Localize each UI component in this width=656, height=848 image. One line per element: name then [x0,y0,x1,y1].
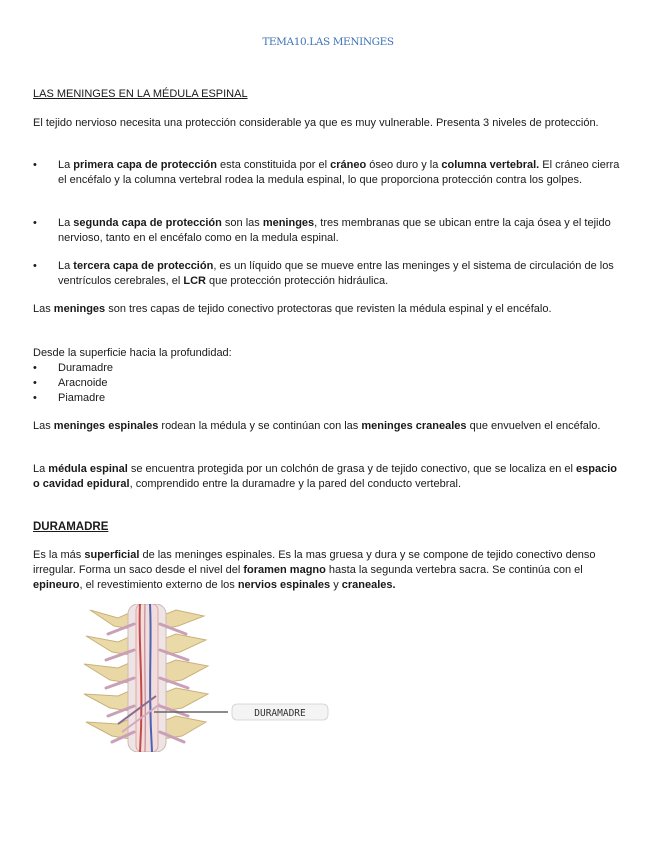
duramadre-heading: DURAMADRE [33,521,109,533]
bullet-icon: • [33,392,37,404]
bullet-icon: • [33,260,37,272]
figure-label: DURAMADRE [254,708,306,719]
bullet-icon: • [33,377,37,389]
intro-paragraph: El tejido nervioso necesita una protección considerable ya que es muy vulnerable. Presenta 3 niveles de protección. [33,117,599,129]
bullet-icon: • [33,362,37,374]
bullet-icon: • [33,159,37,171]
layers-intro: Desde la superficie hacia la profundidad: [33,347,232,359]
section-heading: LAS MENINGES EN LA MÉDULA ESPINAL [33,88,248,100]
spinal-cord-illustration [78,604,358,752]
duramadre-paragraph: Es la más superficial de las meninges espinales. Es la mas gruesa y dura y se compone de tejido conectivo denso irregular. Forma un saco desde el nivel del foramen magno hasta la segunda vertebra sacra. Se continúa con el epineuro, el revestimiento externo de los nervios espinales y craneales. [33,549,596,591]
page-title: TEMA10.LAS MENINGES [262,36,394,48]
document-page: TEMA10.LAS MENINGES LAS MENINGES EN LA MÉDULA ESPINAL El tejido nervioso necesita una protección considerable ya que es muy vulnerable. Presenta 3 niveles de protección. • La primera capa de protección esta constituida por el cráneo óseo duro y la columna vertebral. El cráneo cierra el encéfalo y la columna vertebral rodea la medula espinal, lo que proporciona protección contra los golpes. • La segunda capa de protección son las meninges, tres membranas que se ubican entre la caja ósea y el tejido nervioso, tanto en el encéfalo como en la medula espinal. • La tercera capa de protección, es un líquido que se mueve entre las meninges y el sistema de circulación de los ventrículos cerebrales, el LCR que protección protección hidráulica. Las meninges son tres capas de tejido conectivo protectoras que revisten la médula espinal y el encéfalo. Desde la superficie hacia la profundidad: • Duramadre • Aracnoide • Piamadre Las meninges espinales rodean la médula y se continúan con las meninges craneales que envuelven el encéfalo. La médula espinal se encuentra protegida por un colchón de grasa y de tejido conectivo, que se localiza en el espacio o cavidad epidural, comprendido entre la duramadre y la pared del conducto vertebral. DURAMADRE Es la más superficial de las meninges espinales. Es la mas gruesa y dura y se compone de tejido conectivo denso irregular. Forma un saco desde el nivel del foramen magno hasta la segunda vertebra sacra. Se continúa con el epineuro, el revestimiento externo de los nervios espinales y craneales. DURAMADRE [0,0,656,848]
medula-paragraph: La médula espinal se encuentra protegida por un colchón de grasa y de tejido conectivo, que se localiza en el espacio o cavidad epidural, comprendido entre la duramadre y la pared del conducto vertebral. [33,463,617,490]
espinales-paragraph: Las meninges espinales rodean la médula y se continúan con las meninges craneales que envuelven el encéfalo. [33,420,601,432]
meninges-paragraph: Las meninges son tres capas de tejido conectivo protectoras que revisten la médula espinal y el encéfalo. [33,303,552,315]
bullet-icon: • [33,217,37,229]
